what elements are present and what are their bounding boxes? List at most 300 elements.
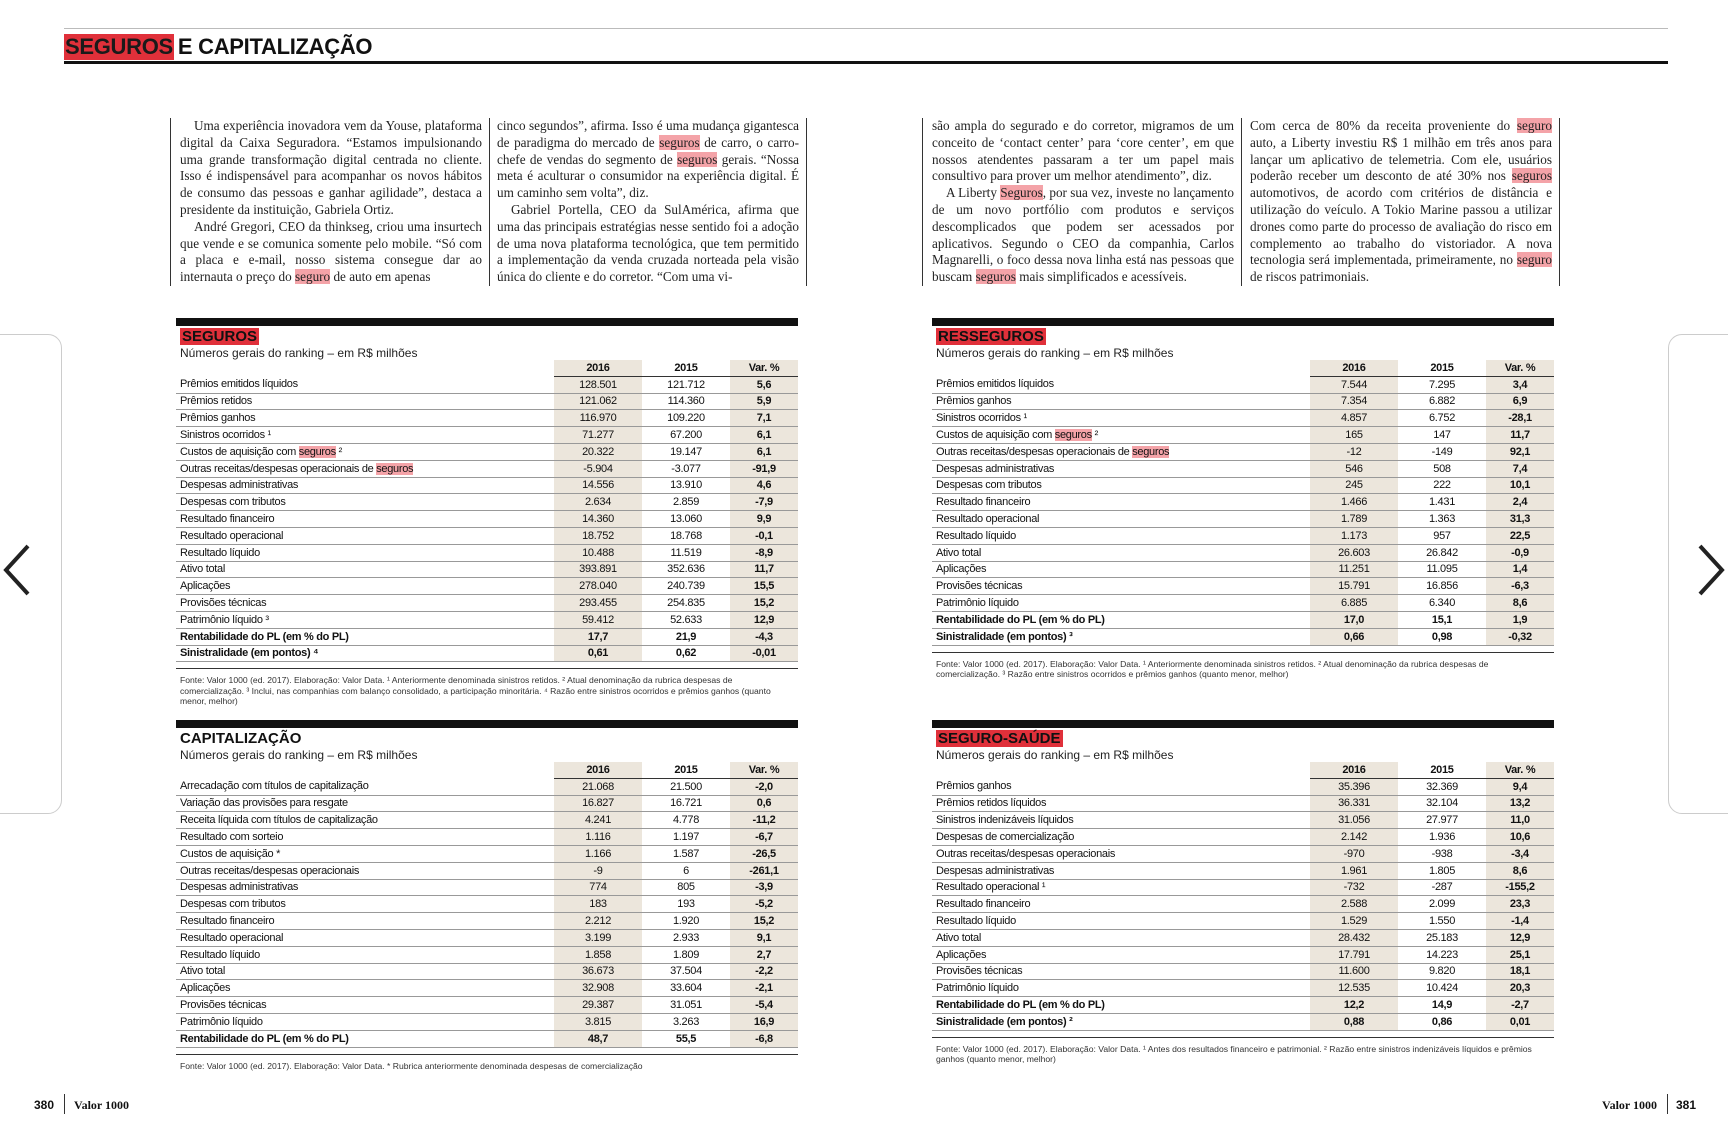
table-row (176, 896, 798, 913)
value-var: 5,9 (730, 393, 798, 410)
value-2015: 52.633 (642, 611, 730, 628)
value-2016: -9 (554, 862, 642, 879)
value-2015: 240.739 (642, 578, 730, 595)
row-label: Resultado financeiro (176, 913, 554, 930)
row-label: Sinistralidade (em pontos) ⁴ (176, 645, 554, 662)
value-2016: 12,2 (1310, 997, 1398, 1014)
row-label: Ativo total (932, 544, 1310, 561)
value-2015: 1.920 (642, 913, 730, 930)
value-2016: 2.588 (1310, 896, 1398, 913)
table-row (932, 929, 1554, 946)
table-top-bar (176, 318, 798, 326)
row-label: Prêmios retidos (176, 393, 554, 410)
row-label: Custos de aquisição com seguros ² (176, 443, 554, 460)
row-label: Outras receitas/despesas operacionais (932, 845, 1310, 862)
value-2016: 10.488 (554, 544, 642, 561)
row-label: Resultado financeiro (176, 511, 554, 528)
value-var: -261,1 (730, 862, 798, 879)
value-2015: 67.200 (642, 427, 730, 444)
table-row (176, 611, 798, 628)
table-title-text: CAPITALIZAÇÃO (180, 730, 302, 747)
row-label: Despesas com tributos (932, 477, 1310, 494)
row-label: Patrimônio líquido (932, 980, 1310, 997)
search-highlight: seguros (975, 269, 1016, 285)
value-2015: 1.431 (1398, 494, 1486, 511)
table-row (176, 628, 798, 645)
page-number-right: 381 (1676, 1098, 1697, 1112)
header-2016: 2016 (554, 360, 642, 376)
value-var: 13,2 (1486, 795, 1554, 812)
value-var: 8,6 (1486, 595, 1554, 612)
search-highlight: seguros (376, 462, 414, 475)
value-2016: 0,61 (554, 645, 642, 662)
table-subtitle: Números gerais do ranking – em R$ milhões (936, 748, 1174, 762)
search-highlight: seguros (1511, 168, 1552, 184)
value-2016: 29.387 (554, 997, 642, 1014)
value-2016: 6.885 (1310, 595, 1398, 612)
row-label: Prêmios ganhos (932, 393, 1310, 410)
value-var: -8,9 (730, 544, 798, 561)
row-label: Aplicações (176, 578, 554, 595)
value-2016: 21.068 (554, 778, 642, 795)
value-2015: 6.752 (1398, 410, 1486, 427)
table-row (932, 376, 1554, 393)
paragraph: cinco segundos”, afirma. Isso é uma mudança gigantesca de paradigma do mercado de seguros de carro, o carro-chefe de vendas do segmento de seguros gerais. “Nossa meta é aculturar o consumidor na experiência digital. É um caminho sem volta”, diz. (497, 118, 799, 201)
value-var: -7,9 (730, 494, 798, 511)
search-highlight: seguros (1054, 429, 1092, 442)
value-2016: 2.634 (554, 494, 642, 511)
value-2015: 2.099 (1398, 896, 1486, 913)
value-2016: 128.501 (554, 376, 642, 393)
table-row (932, 561, 1554, 578)
row-label: Resultado operacional ¹ (932, 879, 1310, 896)
row-label: Provisões técnicas (932, 963, 1310, 980)
search-highlight: seguro (1516, 252, 1552, 268)
row-label: Arrecadação com títulos de capitalização (176, 778, 554, 795)
value-2016: 278.040 (554, 578, 642, 595)
table-row (176, 829, 798, 846)
value-2015: 109.220 (642, 410, 730, 427)
table-seguros (176, 318, 798, 707)
table-row (176, 879, 798, 896)
paragraph: Gabriel Portella, CEO da SulAmérica, afirma que uma das principais estratégias nesse sentido foi a adoção de uma nova plataforma tecnológica, que tem permitido a implementação da venda cruzada norteada pela visão única do cliente e do corretor. “Com uma vi- (497, 201, 799, 285)
value-2016: 774 (554, 879, 642, 896)
value-var: 11,7 (730, 561, 798, 578)
value-2016: 546 (1310, 460, 1398, 477)
header-2015: 2015 (642, 360, 730, 376)
row-label: Resultado operacional (932, 511, 1310, 528)
article-column-2 (497, 118, 799, 286)
value-2016: 17.791 (1310, 946, 1398, 963)
table-row (932, 527, 1554, 544)
table-row (932, 997, 1554, 1014)
value-2015: 508 (1398, 460, 1486, 477)
value-2015: 121.712 (642, 376, 730, 393)
value-2016: 121.062 (554, 393, 642, 410)
row-label: Aplicações (932, 561, 1310, 578)
header-2015: 2015 (642, 762, 730, 778)
table-row (176, 845, 798, 862)
value-var: 18,1 (1486, 963, 1554, 980)
value-2016: 245 (1310, 477, 1398, 494)
value-2016: 165 (1310, 427, 1398, 444)
header-2015: 2015 (1398, 762, 1486, 778)
publication-name-right: Valor 1000 (1602, 1098, 1658, 1112)
row-label: Prêmios ganhos (932, 778, 1310, 795)
value-2015: 11.095 (1398, 561, 1486, 578)
header-2016: 2016 (554, 762, 642, 778)
value-2016: 36.331 (1310, 795, 1398, 812)
table-subtitle: Números gerais do ranking – em R$ milhões (180, 346, 418, 360)
value-var: -91,9 (730, 460, 798, 477)
value-2015: 25.183 (1398, 929, 1486, 946)
data-table (932, 360, 1554, 646)
value-2016: 0,88 (1310, 1013, 1398, 1030)
value-2015: 805 (642, 879, 730, 896)
value-2015: 1.587 (642, 845, 730, 862)
value-var: 5,6 (730, 376, 798, 393)
row-label: Aplicações (176, 980, 554, 997)
value-var: -6,3 (1486, 578, 1554, 595)
value-2016: 1.116 (554, 829, 642, 846)
row-label: Rentabilidade do PL (em % do PL) (176, 628, 554, 645)
value-var: 11,7 (1486, 427, 1554, 444)
row-label: Ativo total (176, 561, 554, 578)
value-2016: 393.891 (554, 561, 642, 578)
value-2016: 7.354 (1310, 393, 1398, 410)
search-highlight: seguros (298, 445, 336, 458)
table-row (176, 1013, 798, 1030)
table-row (176, 946, 798, 963)
article-column-4 (1250, 118, 1552, 286)
header-blank (932, 762, 1310, 778)
value-var: 9,4 (1486, 778, 1554, 795)
row-label: Resultado com sorteio (176, 829, 554, 846)
data-table (176, 762, 798, 1048)
row-label: Provisões técnicas (176, 997, 554, 1014)
table-row (176, 410, 798, 427)
value-var: 16,9 (730, 1013, 798, 1030)
value-var: -28,1 (1486, 410, 1554, 427)
value-2016: 14.360 (554, 511, 642, 528)
table-note: Fonte: Valor 1000 (ed. 2017). Elaboração: Valor Data. ¹ Antes dos resultados financeiro e patrimonial. ² Razão entre sinistros indenizáveis líquidos e prêmios ganhos (quanto menor, melhor) (932, 1037, 1554, 1065)
value-2015: 2.859 (642, 494, 730, 511)
value-var: -5,2 (730, 896, 798, 913)
row-label: Receita líquida com títulos de capitalização (176, 812, 554, 829)
footer-divider (64, 1094, 65, 1114)
value-2015: 21,9 (642, 628, 730, 645)
search-highlight: seguros (677, 151, 718, 167)
section-heading-rest: E CAPITALIZAÇÃO (177, 34, 373, 59)
value-2015: -938 (1398, 845, 1486, 862)
table-resseguros (932, 318, 1554, 679)
table-row (932, 427, 1554, 444)
value-2015: 1.805 (1398, 862, 1486, 879)
value-2015: 1.550 (1398, 913, 1486, 930)
section-heading-highlight: SEGUROS (65, 34, 173, 59)
value-var: -0,01 (730, 645, 798, 662)
data-table (176, 360, 798, 662)
row-label: Outras receitas/despesas operacionais de seguros (176, 460, 554, 477)
value-var: -3,9 (730, 879, 798, 896)
table-row (176, 595, 798, 612)
table-row (932, 946, 1554, 963)
value-2015: 3.263 (642, 1013, 730, 1030)
table-row (932, 544, 1554, 561)
table-row (176, 393, 798, 410)
value-2015: 6.882 (1398, 393, 1486, 410)
header-2015: 2015 (1398, 360, 1486, 376)
value-var: 15,5 (730, 578, 798, 595)
table-row (176, 795, 798, 812)
value-var: 12,9 (1486, 929, 1554, 946)
search-highlight: seguro (1516, 118, 1552, 133)
value-var: 6,1 (730, 443, 798, 460)
value-var: -155,2 (1486, 879, 1554, 896)
table-row (932, 460, 1554, 477)
value-2015: 114.360 (642, 393, 730, 410)
row-label: Rentabilidade do PL (em % do PL) (176, 1030, 554, 1047)
value-var: -2,1 (730, 980, 798, 997)
table-row (176, 963, 798, 980)
table-row (176, 1030, 798, 1047)
row-label: Patrimônio líquido (932, 595, 1310, 612)
table-row (176, 477, 798, 494)
value-2015: 222 (1398, 477, 1486, 494)
row-label: Despesas com tributos (176, 494, 554, 511)
table-subtitle: Números gerais do ranking – em R$ milhões (936, 346, 1174, 360)
value-2015: 15,1 (1398, 611, 1486, 628)
header-2016: 2016 (1310, 360, 1398, 376)
table-row (932, 913, 1554, 930)
value-var: -0,1 (730, 527, 798, 544)
column-rule (806, 118, 807, 286)
value-2015: 1.197 (642, 829, 730, 846)
value-2015: 32.369 (1398, 778, 1486, 795)
table-title-text: RESSEGUROS (938, 328, 1044, 345)
search-highlight: Seguros (1000, 185, 1043, 201)
chevron-left-icon[interactable] (0, 540, 44, 600)
value-2015: 147 (1398, 427, 1486, 444)
table-top-bar (932, 720, 1554, 728)
row-label: Ativo total (176, 963, 554, 980)
value-2015: 26.842 (1398, 544, 1486, 561)
chevron-right-icon[interactable] (1684, 540, 1728, 600)
value-var: 2,7 (730, 946, 798, 963)
value-2015: 31.051 (642, 997, 730, 1014)
value-2016: 1.858 (554, 946, 642, 963)
value-var: 15,2 (730, 595, 798, 612)
value-2016: 36.673 (554, 963, 642, 980)
value-2016: 7.544 (1310, 376, 1398, 393)
table-row (176, 997, 798, 1014)
heading-rule (64, 61, 1668, 64)
column-rule (489, 118, 490, 286)
value-var: 3,4 (1486, 376, 1554, 393)
value-2015: 10.424 (1398, 980, 1486, 997)
value-var: 7,1 (730, 410, 798, 427)
value-var: 7,4 (1486, 460, 1554, 477)
table-row (932, 628, 1554, 645)
table-row (932, 795, 1554, 812)
value-var: 10,1 (1486, 477, 1554, 494)
value-2016: -732 (1310, 879, 1398, 896)
value-var: 1,9 (1486, 611, 1554, 628)
value-2016: 17,7 (554, 628, 642, 645)
header-var: Var. % (1486, 360, 1554, 376)
table-subtitle: Números gerais do ranking – em R$ milhões (180, 748, 418, 762)
table-row (176, 980, 798, 997)
row-label: Prêmios ganhos (176, 410, 554, 427)
value-var: 92,1 (1486, 443, 1554, 460)
value-2016: 12.535 (1310, 980, 1398, 997)
row-label: Resultado líquido (932, 527, 1310, 544)
value-2016: 293.455 (554, 595, 642, 612)
value-2015: 21.500 (642, 778, 730, 795)
paragraph: são ampla do segurado e do corretor, migramos de um conceito de ‘contact center’ para ‘core center’, em que nossos atendentes passaram a ter um papel mais consultivo para prover um melhor atendimento”, diz. (932, 118, 1234, 184)
value-2015: 1.363 (1398, 511, 1486, 528)
row-label: Variação das provisões para resgate (176, 795, 554, 812)
table-row (932, 879, 1554, 896)
value-var: 12,9 (730, 611, 798, 628)
value-2015: 13.060 (642, 511, 730, 528)
value-2015: 16.856 (1398, 578, 1486, 595)
table-row (176, 578, 798, 595)
value-2015: 9.820 (1398, 963, 1486, 980)
header-var: Var. % (1486, 762, 1554, 778)
value-var: 2,4 (1486, 494, 1554, 511)
value-2016: 11.251 (1310, 561, 1398, 578)
value-2015: 352.636 (642, 561, 730, 578)
value-2015: -287 (1398, 879, 1486, 896)
value-2015: 6 (642, 862, 730, 879)
value-var: -2,0 (730, 778, 798, 795)
row-label: Prêmios retidos líquidos (932, 795, 1310, 812)
row-label: Sinistralidade (em pontos) ³ (932, 628, 1310, 645)
table-row (932, 963, 1554, 980)
table-row (932, 410, 1554, 427)
value-var: -0,9 (1486, 544, 1554, 561)
header-blank (176, 360, 554, 376)
row-label: Prêmios emitidos líquidos (176, 376, 554, 393)
row-label: Sinistros ocorridos ¹ (176, 427, 554, 444)
value-2016: 4.857 (1310, 410, 1398, 427)
row-label: Provisões técnicas (932, 578, 1310, 595)
value-2015: 27.977 (1398, 812, 1486, 829)
value-var: 31,3 (1486, 511, 1554, 528)
value-2016: 4.241 (554, 812, 642, 829)
value-2015: 16.721 (642, 795, 730, 812)
value-2016: 20.322 (554, 443, 642, 460)
row-label: Custos de aquisição com seguros ² (932, 427, 1310, 444)
row-label: Patrimônio líquido ³ (176, 611, 554, 628)
header-blank (176, 762, 554, 778)
value-2016: 28.432 (1310, 929, 1398, 946)
table-row (932, 611, 1554, 628)
table-row (176, 645, 798, 662)
row-label: Despesas com tributos (176, 896, 554, 913)
value-2015: 55,5 (642, 1030, 730, 1047)
page-number-left: 380 (34, 1098, 55, 1112)
article-column-1 (180, 118, 482, 286)
table-note: Fonte: Valor 1000 (ed. 2017). Elaboração: Valor Data. ¹ Anteriormente denominada sinistros retidos. ² Atual denominação da rubrica despesas de comercialização. ³ Razão entre sinistros ocorridos e prêmios ganhos (quanto menor, melhor) (932, 652, 1554, 680)
row-label: Resultado líquido (176, 946, 554, 963)
value-2016: 2.142 (1310, 829, 1398, 846)
table-seguro-saude (932, 720, 1554, 1065)
table-row (932, 595, 1554, 612)
value-var: 6,9 (1486, 393, 1554, 410)
value-2015: 19.147 (642, 443, 730, 460)
value-2016: 14.556 (554, 477, 642, 494)
value-var: -4,3 (730, 628, 798, 645)
row-label: Resultado operacional (176, 929, 554, 946)
value-2015: 4.778 (642, 812, 730, 829)
value-2016: 35.396 (1310, 778, 1398, 795)
value-2015: 1.936 (1398, 829, 1486, 846)
row-label: Despesas administrativas (176, 879, 554, 896)
table-row (932, 393, 1554, 410)
table-top-bar (176, 720, 798, 728)
value-2015: 18.768 (642, 527, 730, 544)
table-row (176, 913, 798, 930)
value-2016: 31.056 (1310, 812, 1398, 829)
row-label: Sinistralidade (em pontos) ² (932, 1013, 1310, 1030)
value-2015: 1.809 (642, 946, 730, 963)
value-var: 15,2 (730, 913, 798, 930)
value-2015: 6.340 (1398, 595, 1486, 612)
value-2015: 32.104 (1398, 795, 1486, 812)
search-highlight: seguro (294, 269, 331, 285)
value-2015: 7.295 (1398, 376, 1486, 393)
value-var: -3,4 (1486, 845, 1554, 862)
article-column-3 (932, 118, 1234, 286)
row-label: Despesas administrativas (932, 862, 1310, 879)
value-2016: 18.752 (554, 527, 642, 544)
row-label: Resultado financeiro (932, 896, 1310, 913)
value-var: -2,2 (730, 963, 798, 980)
row-label: Despesas administrativas (176, 477, 554, 494)
value-2016: -5.904 (554, 460, 642, 477)
value-var: -2,7 (1486, 997, 1554, 1014)
table-row (176, 929, 798, 946)
table-title-text: SEGUROS (182, 328, 258, 345)
value-var: 0,6 (730, 795, 798, 812)
table-row (176, 460, 798, 477)
value-2016: 11.600 (1310, 963, 1398, 980)
table-row (176, 511, 798, 528)
value-2015: 957 (1398, 527, 1486, 544)
row-label: Patrimônio líquido (176, 1013, 554, 1030)
table-row (932, 511, 1554, 528)
row-label: Prêmios emitidos líquidos (932, 376, 1310, 393)
paragraph: André Gregori, CEO da thinkseg, criou uma insurtech que vende e se comunica somente pelo mobile. “Só com a placa e e-mail, nosso sistema consegue dar ao internauta o preço do seguro de auto em apenas (180, 218, 482, 285)
value-var: -6,8 (730, 1030, 798, 1047)
value-var: 0,01 (1486, 1013, 1554, 1030)
row-label: Aplicações (932, 946, 1310, 963)
table-row (932, 980, 1554, 997)
value-2015: -3.077 (642, 460, 730, 477)
value-2016: 1.789 (1310, 511, 1398, 528)
publication-name-left: Valor 1000 (74, 1098, 130, 1112)
value-2016: 183 (554, 896, 642, 913)
value-var: -26,5 (730, 845, 798, 862)
value-2016: 48,7 (554, 1030, 642, 1047)
row-label: Rentabilidade do PL (em % do PL) (932, 997, 1310, 1014)
paragraph: A Liberty Seguros, por sua vez, investe no lançamento de um novo portfólio com produtos e serviços descomplicados que podem ser acessados por aplicativos. Segundo o CEO da companhia, Carlos Magnarelli, o foco dessa nova linha está nas pessoas que buscam seguros mais simplificados e acessíveis. (932, 185, 1234, 285)
header-blank (932, 360, 1310, 376)
value-2015: 14,9 (1398, 997, 1486, 1014)
value-2015: -149 (1398, 443, 1486, 460)
